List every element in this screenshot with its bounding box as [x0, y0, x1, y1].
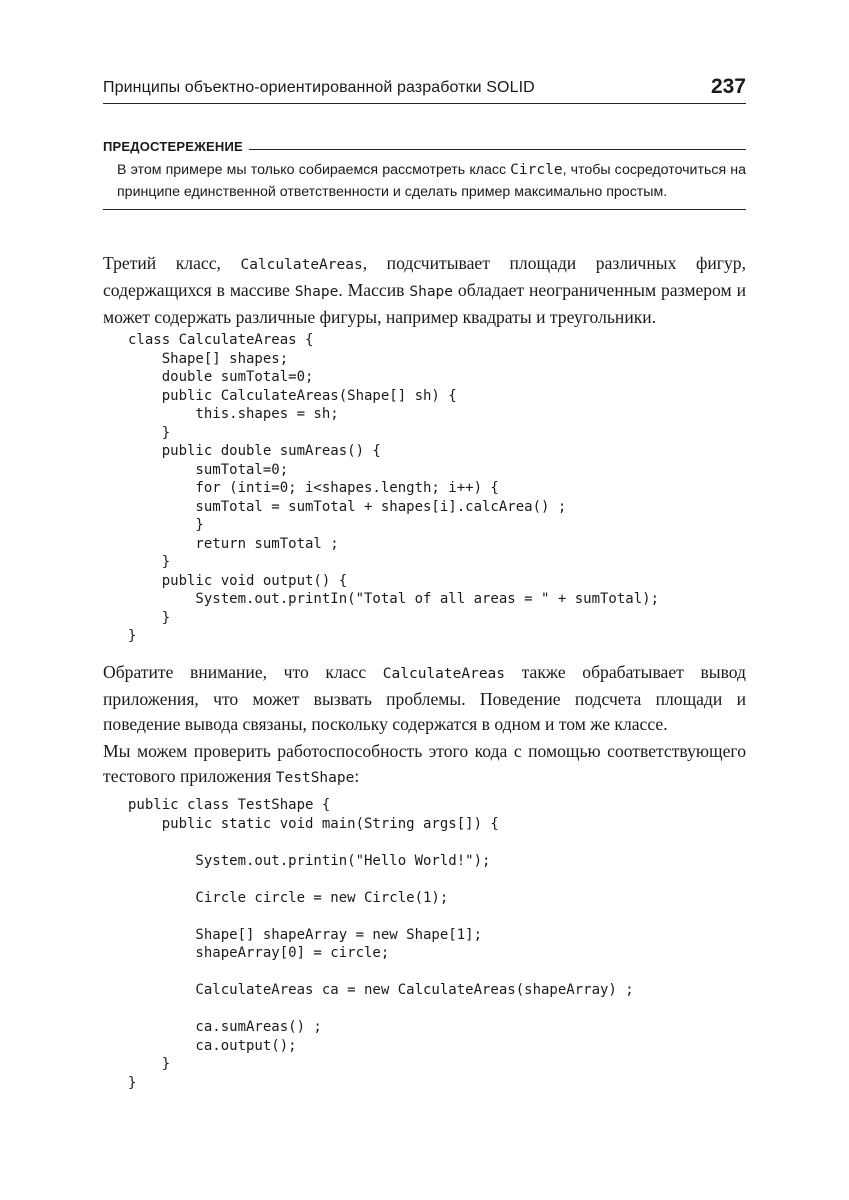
code2-line: public static void main(String args[]) {: [128, 815, 499, 832]
code2-line: Circle circle = new Circle(1);: [128, 889, 449, 906]
code1-line: sumTotal=0;: [128, 461, 289, 478]
code1-line: return sumTotal ;: [128, 535, 339, 552]
para1-text-3: . Массив: [338, 280, 410, 300]
para3-text-2: :: [354, 766, 360, 786]
code1-line: public void output() {: [128, 572, 348, 589]
para2-text-1: Обратите внимание, что класс: [103, 662, 383, 682]
para1-text-2: , подсчитывает площади различных фигур, содержащихся в массиве: [103, 253, 746, 300]
warning-rule: [249, 149, 746, 150]
code2-line: [128, 1000, 634, 1019]
warning-text-before: В этом примере мы только собираемся рассмотреть класс: [117, 162, 511, 178]
code2-line: ca.output();: [128, 1037, 297, 1054]
warning-text-after: , чтобы сосредоточиться на принципе единственной ответственности и сделать пример максимально простым.: [117, 162, 746, 200]
code2-line: public class TestShape {: [128, 797, 331, 813]
warning-title: ПРЕДОСТЕРЕЖЕНИЕ: [103, 139, 243, 154]
code2-line: }: [128, 1056, 171, 1072]
code2-line: [128, 870, 634, 889]
para1-code-shape: Shape: [294, 284, 339, 300]
paragraph-calculate-areas: [103, 251, 746, 330]
code2-line: [128, 833, 634, 852]
code1-line: for (inti=0; i<shapes.length; i++) {: [128, 480, 499, 496]
running-head: [103, 75, 746, 104]
code2-line: ca.sumAreas() ;: [128, 1019, 322, 1035]
para3-text-1: Мы можем проверить работоспособность этого кода с помощью соответствующего тестового приложения: [103, 741, 746, 786]
page-number: 237: [710, 75, 746, 98]
para1-text-1: Третий класс,: [103, 253, 241, 273]
code-block-calculate-areas: [128, 331, 659, 646]
code1-line: }: [128, 424, 171, 441]
para3-code-testshape: TestShape: [275, 770, 355, 786]
code2-line: CalculateAreas ca = new CalculateAreas(shapeArray) ;: [128, 982, 634, 998]
para2-text-2: также обрабатывает вывод приложения, что может вызвать проблемы. Поведение подсчета площади и поведение вывода связаны, поскольку содержатся в одном и том же классе.: [103, 662, 747, 734]
code1-line: class CalculateAreas {: [128, 332, 314, 348]
code1-line: }: [128, 554, 171, 570]
paragraph-output-note: [103, 660, 746, 737]
warning-text: [117, 159, 746, 203]
code1-line: }: [128, 517, 204, 533]
running-title: Принципы объектно-ориентированной разработки SOLID: [103, 79, 535, 96]
code2-line: [128, 963, 634, 982]
code1-line: }: [128, 609, 171, 626]
para1-code-calculateareas: CalculateAreas: [240, 257, 363, 273]
code1-line: Shape[] shapes;: [128, 350, 289, 367]
para1-code-shape-2: Shape: [409, 284, 454, 300]
code2-line: shapeArray[0] = circle;: [128, 945, 390, 961]
code1-line: double sumTotal=0;: [128, 369, 314, 385]
paragraph-test-shape: [103, 739, 746, 791]
code-block-test-shape: [128, 796, 634, 1092]
code1-line: public CalculateAreas(Shape[] sh) {: [128, 387, 457, 404]
code1-line: }: [128, 628, 137, 644]
code1-line: sumTotal = sumTotal + shapes[i].calcArea() ;: [128, 498, 567, 515]
warning-box: [103, 136, 746, 210]
code1-line: System.out.printIn("Total of all areas = " + sumTotal);: [128, 591, 660, 607]
code1-line: this.shapes = sh;: [128, 406, 339, 422]
code2-line: Shape[] shapeArray = new Shape[1];: [128, 926, 483, 943]
code1-line: public double sumAreas() {: [128, 443, 381, 459]
para2-code-calculateareas: CalculateAreas: [382, 666, 506, 682]
code2-line: [128, 907, 634, 926]
warning-header: [103, 136, 746, 154]
code2-line: }: [128, 1074, 137, 1091]
warning-code-circle: Circle: [510, 162, 563, 178]
para1-text-4: обладает неограниченным размером и может содержать различные фигуры, например квадраты и треугольники.: [103, 280, 746, 327]
code2-line: System.out.printin("Hello World!");: [128, 852, 491, 869]
warning-body: [103, 159, 746, 210]
